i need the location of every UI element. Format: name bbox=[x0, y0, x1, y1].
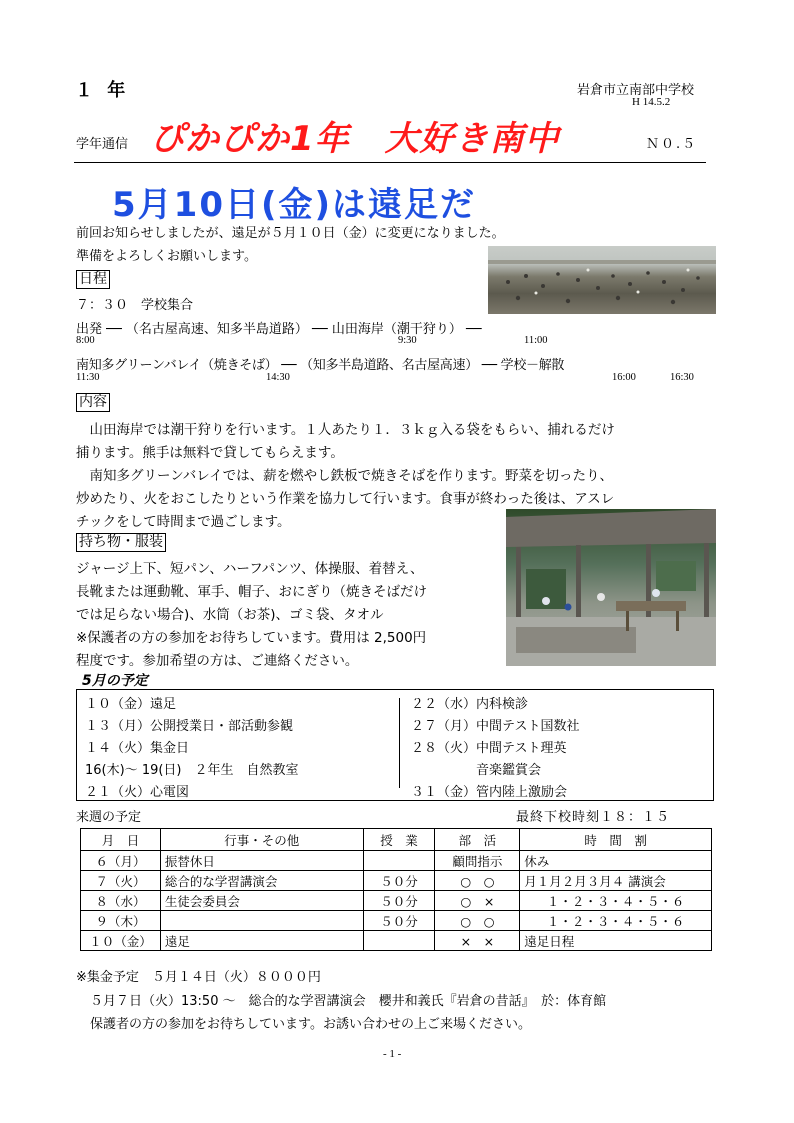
content-line-5: チックをして時間まで過ごします。 bbox=[76, 514, 291, 530]
table-row bbox=[81, 891, 712, 911]
issue-date: H 14.5.2 bbox=[632, 96, 671, 108]
cell-club: ○ × bbox=[435, 891, 520, 911]
col-header-timetable: 時 間 割 bbox=[520, 829, 712, 851]
cell-date: ６（月） bbox=[81, 851, 161, 871]
may-schedule-divider bbox=[399, 698, 400, 788]
route2-time-school: 16:00 bbox=[612, 372, 636, 383]
schedule-label: 日程 bbox=[76, 270, 110, 289]
cell-date: １０（金） bbox=[81, 931, 161, 951]
page-number: - 1 - bbox=[383, 1048, 402, 1060]
may-schedule-box bbox=[76, 689, 714, 801]
beach-photo bbox=[488, 246, 716, 314]
content-line-4: 炒めたり、火をおこしたりという作業を協力して行います。食事が終わった後は、アスレ bbox=[76, 491, 615, 507]
cell-class bbox=[363, 851, 435, 871]
cell-event: 総合的な学習講演会 bbox=[160, 871, 363, 891]
may-left-item: １０（金）遠足 bbox=[85, 697, 177, 712]
newsletter-title: ぴかぴか1年 大好き南中 bbox=[150, 119, 560, 159]
content-line-2: 捕ります。熊手は無料で貸してもらえます。 bbox=[76, 445, 344, 461]
beach-people-icon bbox=[488, 246, 716, 314]
table-row bbox=[81, 911, 712, 931]
content-line-3: 南知多グリーンバレイでは、薪を燃やし鉄板で焼きそばを作ります。野菜を切ったり、 bbox=[76, 468, 614, 484]
route2-time-arrive: 11:30 bbox=[76, 372, 100, 383]
bbq-scene-icon bbox=[506, 509, 716, 666]
cell-date: ９（木） bbox=[81, 911, 161, 931]
cell-club: × × bbox=[435, 931, 520, 951]
school-name: 岩倉市立南部中学校 bbox=[577, 83, 695, 98]
belongings-line-5: 程度です。参加希望の方は、ご連絡ください。 bbox=[76, 653, 359, 669]
may-schedule-title: 5月の予定 bbox=[82, 673, 148, 689]
headline: 5月10日(金)は遠足だ bbox=[112, 185, 477, 225]
cell-date: ７（火） bbox=[81, 871, 161, 891]
intro-line-2: 準備をよろしくお願いします。 bbox=[76, 249, 257, 264]
route-line-1: 出発 ── （名古屋高速、知多半島道路） ── 山田海岸（潮干狩り） ── bbox=[76, 322, 482, 337]
cell-timetable: １・２・３・４・５・６ bbox=[520, 891, 712, 911]
bbq-photo bbox=[506, 509, 716, 666]
table-header-row bbox=[81, 829, 712, 851]
cell-event: 振替休日 bbox=[160, 851, 363, 871]
header-divider bbox=[74, 162, 706, 163]
cell-class: ５０分 bbox=[363, 891, 435, 911]
cell-event: 遠足 bbox=[160, 931, 363, 951]
cell-club: ○ ○ bbox=[435, 911, 520, 931]
route1-time-depart: 8:00 bbox=[76, 335, 95, 346]
route-line-2: 南知多グリーンバレイ（焼きそば） ── （知多半島道路、名古屋高速） ── 学校－解散 bbox=[76, 358, 565, 373]
may-right-item: ３１（金）管内陸上激励会 bbox=[411, 785, 568, 800]
gather-time: ７：３０ 学校集合 bbox=[76, 298, 194, 313]
newsletter-label: 学年通信 bbox=[76, 137, 129, 152]
next-week-table bbox=[80, 828, 712, 951]
issue-number: Ｎ０.５ bbox=[646, 137, 698, 152]
next-week-title: 来週の予定 bbox=[76, 810, 142, 825]
may-left-item: １４（火）集金日 bbox=[85, 741, 190, 756]
dismissal-time: 最終下校時刻１８：１５ bbox=[516, 810, 671, 825]
route1-time-leave: 11:00 bbox=[524, 335, 548, 346]
cell-club: ○ ○ bbox=[435, 871, 520, 891]
may-right-item: ２２（水）内科検診 bbox=[411, 697, 529, 712]
intro-line-1: 前回お知らせしましたが、遠足が５月１０日（金）に変更になりました。 bbox=[76, 226, 505, 241]
grade-label: １ 年 bbox=[75, 80, 130, 101]
col-header-class: 授 業 bbox=[363, 829, 435, 851]
belongings-line-3: では足らない場合)、水筒（お茶)、ゴミ袋、タオル bbox=[76, 607, 384, 623]
cell-timetable: 月１月２月３月４ 講演会 bbox=[520, 871, 712, 891]
may-right-item: ２７（月）中間テスト国数社 bbox=[411, 719, 580, 734]
col-header-club: 部 活 bbox=[435, 829, 520, 851]
table-row bbox=[81, 871, 712, 891]
content-label: 内容 bbox=[76, 393, 110, 412]
may-right-item: 音楽鑑賞会 bbox=[411, 763, 542, 778]
cell-timetable: １・２・３・４・５・６ bbox=[520, 911, 712, 931]
may-left-item: 16(木)～ 19(日) ２年生 自然教室 bbox=[85, 763, 299, 778]
cell-class: ５０分 bbox=[363, 871, 435, 891]
content-line-1: 山田海岸では潮干狩りを行います。１人あたり１．３ｋｇ入る袋をもらい、捕れるだけ bbox=[76, 422, 615, 438]
belongings-line-1: ジャージ上下、短パン、ハーフパンツ、体操服、着替え、 bbox=[76, 561, 424, 577]
cell-class: ５０分 bbox=[363, 911, 435, 931]
table-row bbox=[81, 931, 712, 951]
belongings-line-2: 長靴または運動靴、軍手、帽子、おにぎり（焼きそばだけ bbox=[76, 584, 427, 600]
table-row bbox=[81, 851, 712, 871]
col-header-date: 月 日 bbox=[81, 829, 161, 851]
cell-event bbox=[160, 911, 363, 931]
cell-timetable: 休み bbox=[520, 851, 712, 871]
col-header-event: 行事・その他 bbox=[160, 829, 363, 851]
route2-time-leave: 14:30 bbox=[266, 372, 290, 383]
route2-time-dismiss: 16:30 bbox=[670, 372, 694, 383]
invitation-note: 保護者の方の参加をお待ちしています。お誘い合わせの上ご来場ください。 bbox=[90, 1017, 531, 1032]
cell-class bbox=[363, 931, 435, 951]
collection-note: ※集金予定 ５月１４日（火）８０００円 bbox=[76, 970, 321, 985]
may-left-item: １３（月）公開授業日・部活動参観 bbox=[85, 719, 294, 734]
lecture-note: ５月７日（火）13:50 ～ 総合的な学習講演会 櫻井和義氏『岩倉の昔話』 於：体育館 bbox=[90, 994, 607, 1009]
belongings-label: 持ち物・服装 bbox=[76, 533, 166, 552]
cell-timetable: 遠足日程 bbox=[520, 931, 712, 951]
may-left-item: ２１（火）心電図 bbox=[85, 785, 190, 800]
route1-time-beach: 9:30 bbox=[398, 335, 417, 346]
belongings-line-4: ※保護者の方の参加をお待ちしています。費用は 2,500円 bbox=[76, 630, 427, 646]
cell-date: ８（水） bbox=[81, 891, 161, 911]
cell-club: 顧問指示 bbox=[435, 851, 520, 871]
may-right-item: ２８（火）中間テスト理英 bbox=[411, 741, 567, 756]
cell-event: 生徒会委員会 bbox=[160, 891, 363, 911]
